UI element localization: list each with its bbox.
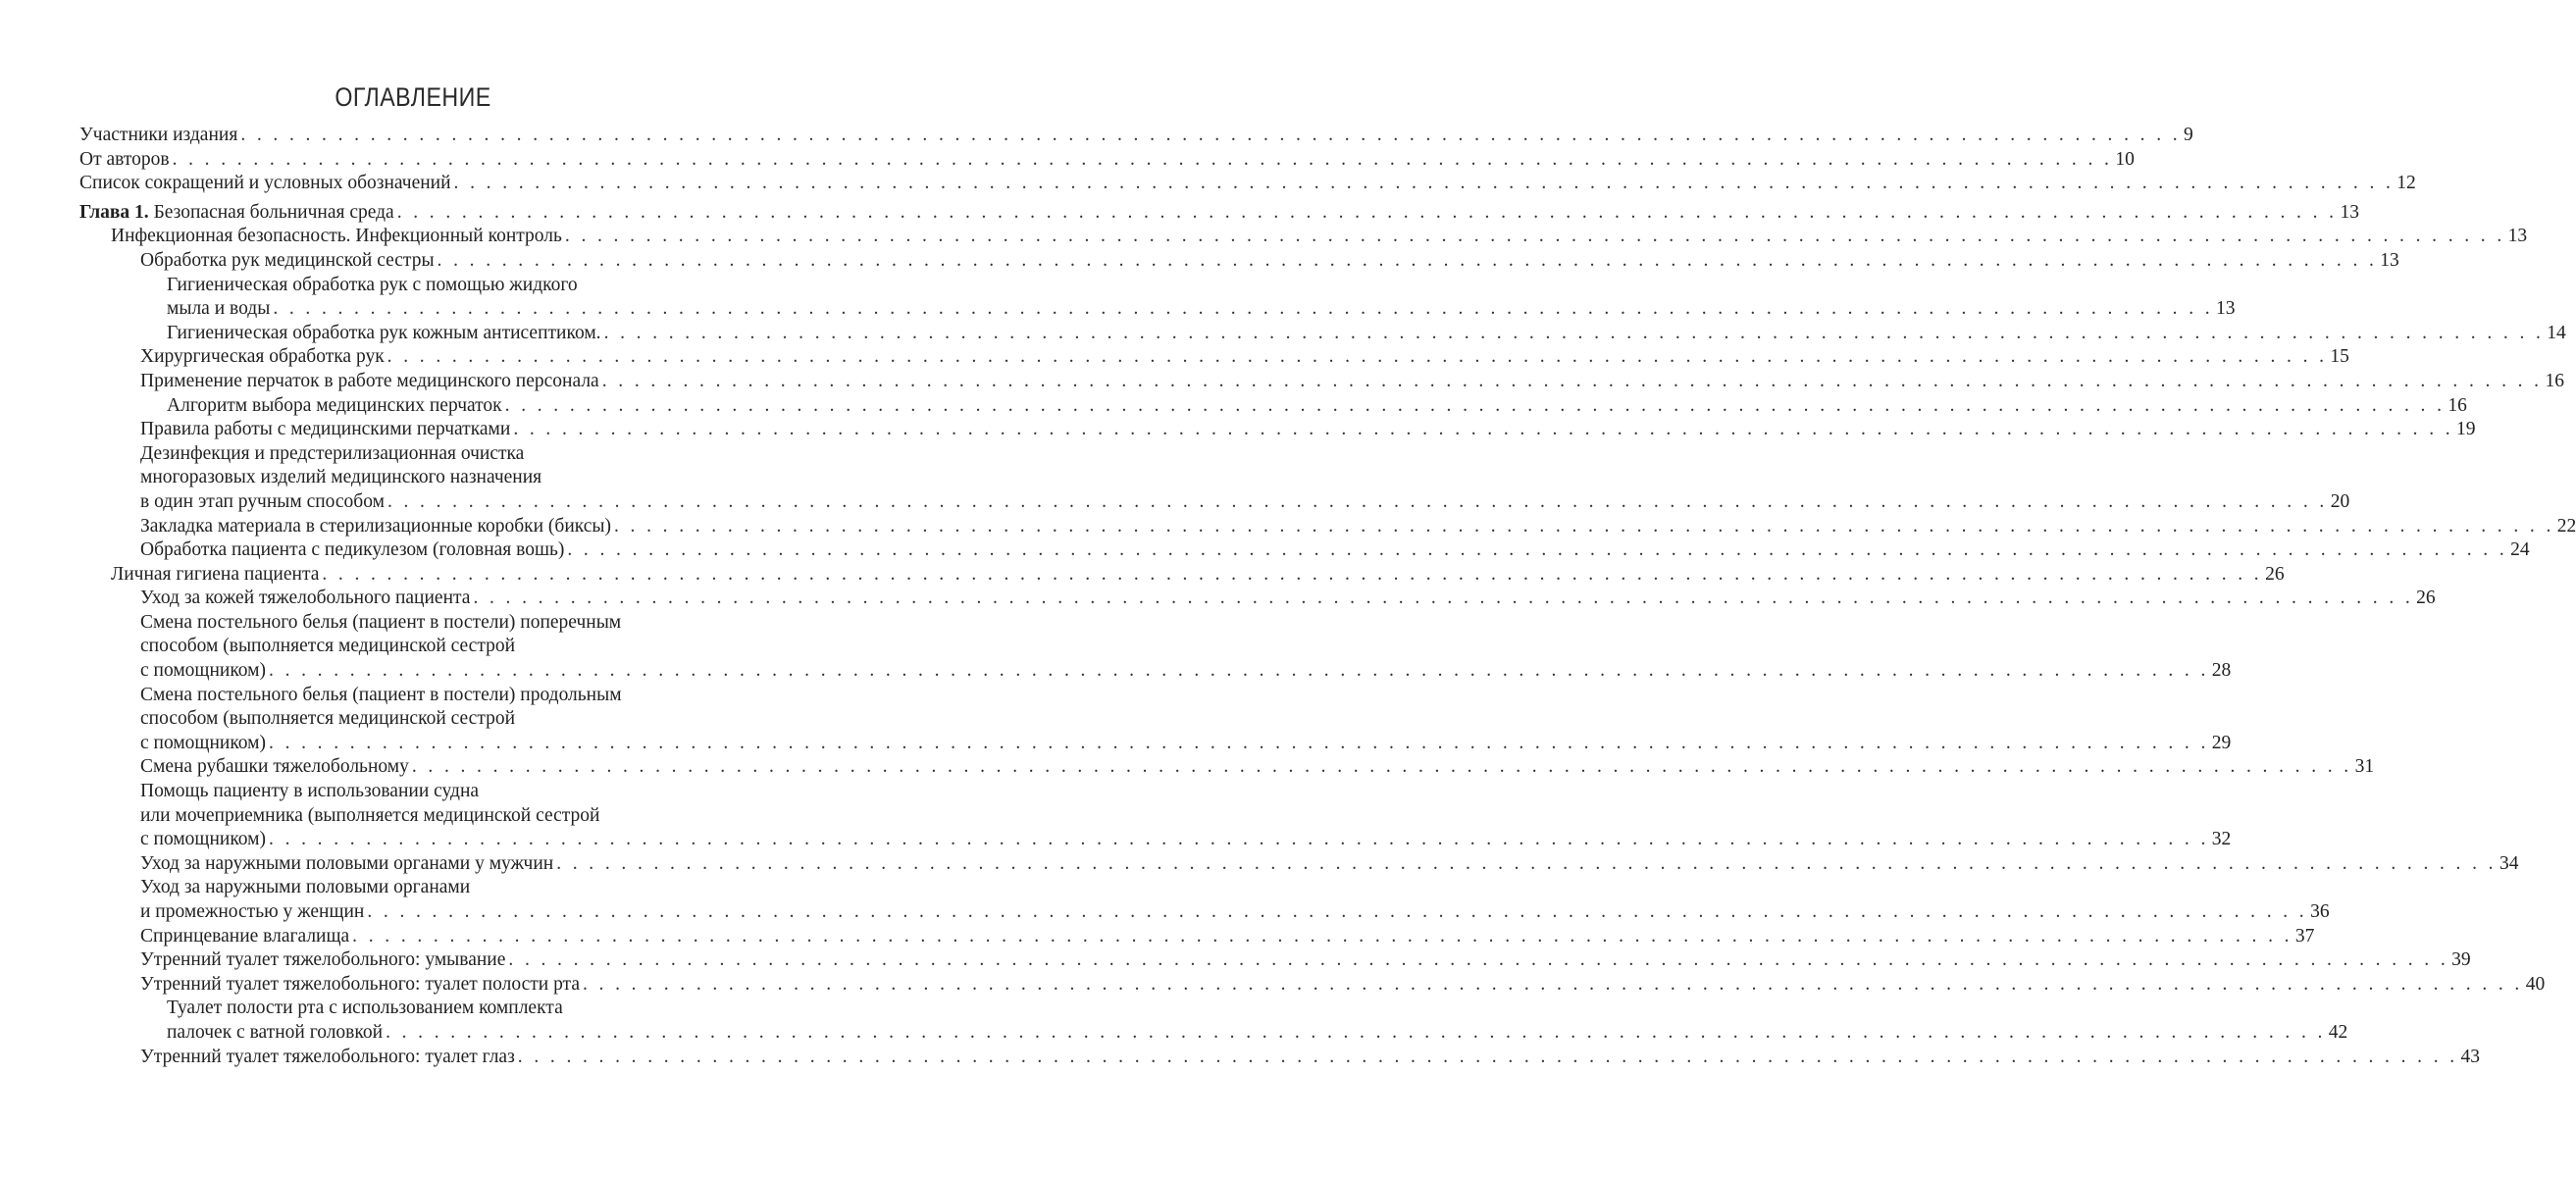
toc-entry-title: [140, 973, 580, 998]
dot-leader: . . . . . . . . . . . . . . . . . . . . . . . . . . . . . . . . . . . . . . . . . . . . . . . . . . . . . . . . . . . . . . . . . . . . . . . . . . . . . . . . . . . . . . . . . . . . . . . . . . . . . . . . . . . . . . . . . . . . . . . .: [386, 490, 2328, 512]
toc-entry-title-line: Гигиеническая обработка рук с помощью жидкого: [167, 274, 578, 295]
dot-leader: . . . . . . . . . . . . . . . . . . . . . . . . . . . . . . . . . . . . . . . . . . . . . . . . . . . . . . . . . . . . . . . . . . . . . . . . . . . . . . . . . . . . . . . . . . . . . . . . . . . . . . . . . . . . . . . . . . . . . . . .: [614, 515, 2554, 537]
page-number: 42: [2328, 1021, 2348, 1043]
toc-entry-title-line: Помощь пациенту в использовании судна: [140, 781, 480, 802]
page-number: 13: [2216, 298, 2236, 320]
dot-leader: . . . . . . . . . . . . . . . . . . . . . . . . . . . . . . . . . . . . . . . . . . . . . . . . . . . . . . . . . . . . . . . . . . . . . . . . . . . . . . . . . . . . . . . . . . . . . . . . . . . . . . . . . . . . . . . . . . . . . . . .: [269, 660, 2209, 682]
toc-entry-text: Утренний туалет тяжелобольного: умывание: [140, 949, 506, 971]
page-number: 29: [2211, 732, 2232, 753]
toc-entry-text: Применение перчаток в работе медицинского персонала: [140, 370, 599, 391]
toc-entry[interactable]: [79, 515, 2576, 539]
toc-entry-text: Хирургическая обработка рук: [140, 346, 385, 368]
dot-leader: . . . . . . . . . . . . . . . . . . . . . . . . . . . . . . . . . . . . . . . . . . . . . . . . . . . . . . . . . . . . . . . . . . . . . . . . . . . . . . . . . . . . . . . . . . . . . . . . . . . . . . . . . . . . . . . . . . . . . . . .: [453, 173, 2395, 194]
toc-entry-title: [79, 148, 170, 173]
toc-entry-title: [140, 345, 385, 370]
page-number: 40: [2525, 973, 2546, 995]
dot-leader: . . . . . . . . . . . . . . . . . . . . . . . . . . . . . . . . . . . . . . . . . . . . . . . . . . . . . . . . . . . . . . . . . . . . . . . . . . . . . . . . . . . . . . . . . . . . . . . . . . . . . . . . . . . . . . . . . . . . . . . .: [240, 125, 2182, 145]
table-of-contents: [79, 124, 2576, 1069]
page-number: 43: [2460, 1046, 2481, 1067]
dot-leader: . . . . . . . . . . . . . . . . . . . . . . . . . . . . . . . . . . . . . . . . . . . . . . . . . . . . . . . . . . . . . . . . . . . . . . . . . . . . . . . . . . . . . . . . . . . . . . . . . . . . . . . . . . . . . . . . . . . . . . . .: [269, 829, 2209, 850]
toc-entry-title-line: Смена постельного белья (пациент в постели) поперечным: [140, 611, 622, 633]
toc-entry[interactable]: [79, 780, 2232, 852]
toc-entry-text: Уход за наружными половыми органами у мужчин: [140, 852, 554, 874]
toc-entry-title-line: многоразовых изделий медицинского назначения: [140, 467, 542, 488]
toc-entry[interactable]: [79, 997, 2348, 1045]
toc-entry[interactable]: [79, 442, 2350, 515]
page-number: 39: [2451, 949, 2471, 971]
toc-entry-text: Утренний туалет тяжелобольного: туалет глаз: [140, 1046, 515, 1067]
dot-leader: . . . . . . . . . . . . . . . . . . . . . . . . . . . . . . . . . . . . . . . . . . . . . . . . . . . . . . . . . . . . . . . . . . . . . . . . . . . . . . . . . . . . . . . . . . . . . . . . . . . . . . . . . . . . . . . . . . . . . . . .: [564, 226, 2505, 247]
toc-entry-title: [140, 249, 435, 274]
page-number: 26: [2265, 563, 2285, 585]
dot-leader: . . . . . . . . . . . . . . . . . . . . . . . . . . . . . . . . . . . . . . . . . . . . . . . . . . . . . . . . . . . . . . . . . . . . . . . . . . . . . . . . . . . . . . . . . . . . . . . . . . . . . . . . . . . . . . . . . . . . . . . .: [513, 419, 2454, 440]
page-number: 13: [2380, 249, 2399, 271]
toc-entry-title: [140, 659, 266, 684]
toc-entry-title-line: способом (выполняется медицинской сестрой: [140, 636, 516, 657]
dot-leader: . . . . . . . . . . . . . . . . . . . . . . . . . . . . . . . . . . . . . . . . . . . . . . . . . . . . . . . . . . . . . . . . . . . . . . . . . . . . . . . . . . . . . . . . . . . . . . . . . . . . . . . . . . . . . . . . . . . . . . . .: [556, 852, 2497, 874]
dot-leader: . . . . . . . . . . . . . . . . . . . . . . . . . . . . . . . . . . . . . . . . . . . . . . . . . . . . . . . . . . . . . . . . . . . . . . . . . . . . . . . . . . . . . . . . . . . . . . . . . . . . . . . . . . . . . . . . . . . . . . . .: [322, 563, 2263, 585]
toc-entry-title: [167, 297, 270, 322]
toc-entry[interactable]: [79, 322, 2566, 346]
toc-entry-text: Обработка пациента с педикулезом (головная вошь): [140, 539, 565, 561]
toc-entry-title: [167, 322, 601, 346]
toc-entry-title: [111, 225, 562, 249]
toc-entry[interactable]: [79, 172, 2416, 196]
toc-entry-text: с помощником): [140, 660, 267, 682]
page-number: 22: [2556, 515, 2576, 537]
toc-entry-text: в один этап ручным способом: [140, 490, 385, 512]
toc-entry-text: с помощником): [140, 829, 267, 850]
toc-entry[interactable]: [79, 201, 2359, 226]
dot-leader: . . . . . . . . . . . . . . . . . . . . . . . . . . . . . . . . . . . . . . . . . . . . . . . . . . . . . . . . . . . . . . . . . . . . . . . . . . . . . . . . . . . . . . . . . . . . . . . . . . . . . . . . . . . . . . . . . . . . . . . .: [508, 949, 2449, 971]
toc-entry[interactable]: [79, 684, 2232, 756]
page-number: 10: [2115, 148, 2135, 170]
dot-leader: . . . . . . . . . . . . . . . . . . . . . . . . . . . . . . . . . . . . . . . . . . . . . . . . . . . . . . . . . . . . . . . . . . . . . . . . . . . . . . . . . . . . . . . . . . . . . . . . . . . . . . . . . . . . . . . . . . . . . . . .: [601, 370, 2543, 391]
page-number: 13: [2340, 201, 2359, 223]
toc-entry-title: [79, 172, 451, 196]
toc-entry-text: Обработка рук медицинской сестры: [140, 249, 435, 271]
toc-entry[interactable]: [79, 345, 2349, 370]
toc-entry-text: Уход за кожей тяжелобольного пациента: [140, 588, 471, 609]
toc-entry-text: Инфекционная безопасность. Инфекционный контроль: [111, 226, 562, 247]
toc-entry[interactable]: [79, 611, 2232, 684]
toc-entry[interactable]: [79, 274, 2236, 322]
toc-entry-title: [140, 755, 409, 780]
toc-entry-title: [140, 515, 611, 539]
toc-entry-text: Утренний туалет тяжелобольного: туалет полости рта: [140, 973, 580, 995]
toc-entry-title-line: Туалет полости рта с использованием комплекта: [167, 998, 563, 1019]
dot-leader: . . . . . . . . . . . . . . . . . . . . . . . . . . . . . . . . . . . . . . . . . . . . . . . . . . . . . . . . . . . . . . . . . . . . . . . . . . . . . . . . . . . . . . . . . . . . . . . . . . . . . . . . . . . . . . . . . . . . . . . .: [437, 249, 2378, 271]
dot-leader: . . . . . . . . . . . . . . . . . . . . . . . . . . . . . . . . . . . . . . . . . . . . . . . . . . . . . . . . . . . . . . . . . . . . . . . . . . . . . . . . . . . . . . . . . . . . . . . . . . . . . . . . . . . . . . . . . . . . . . . .: [386, 346, 2328, 368]
toc-entry-title: [140, 418, 510, 442]
toc-entry-title: [140, 732, 266, 756]
dot-leader: . . . . . . . . . . . . . . . . . . . . . . . . . . . . . . . . . . . . . . . . . . . . . . . . . . . . . . . . . . . . . . . . . . . . . . . . . . . . . . . . . . . . . . . . . . . . . . . . . . . . . . . . . . . . . . . . . . . . . . . .: [172, 148, 2113, 170]
toc-entry-title: [140, 538, 564, 563]
dot-leader: . . . . . . . . . . . . . . . . . . . . . . . . . . . . . . . . . . . . . . . . . . . . . . . . . . . . . . . . . . . . . . . . . . . . . . . . . . . . . . . . . . . . . . . . . . . . . . . . . . . . . . . . . . . . . . . . . . . . . . . .: [386, 1021, 2326, 1043]
toc-entry[interactable]: [79, 1046, 2481, 1070]
toc-entry[interactable]: [79, 249, 2399, 274]
page-number: 9: [2184, 125, 2193, 145]
page-number: 13: [2507, 226, 2528, 247]
toc-entry[interactable]: [79, 225, 2528, 249]
toc-entry-text: Спринцевание влагалища: [140, 925, 350, 947]
toc-entry-text: От авторов: [79, 148, 170, 170]
page-number: 34: [2499, 852, 2519, 874]
page-title: ОГЛАВЛЕНИЕ: [335, 82, 491, 112]
toc-entry[interactable]: [79, 124, 2193, 148]
toc-entry[interactable]: [79, 925, 2315, 949]
chapter-label: Глава 1.: [79, 201, 149, 223]
toc-entry-title: [140, 925, 349, 949]
page-number: 19: [2456, 419, 2476, 440]
toc-entry-text: и промежностью у женщин: [140, 901, 365, 922]
toc-entry-title: [79, 201, 394, 226]
toc-entry-title-line: или мочеприемника (выполняется медицинской сестрой: [140, 804, 600, 826]
toc-entry[interactable]: [79, 973, 2546, 998]
toc-entry-text: Алгоритм выбора медицинских перчаток: [167, 394, 502, 416]
page-number: 16: [2447, 394, 2467, 416]
toc-entry[interactable]: [79, 755, 2375, 780]
dot-leader: . . . . . . . . . . . . . . . . . . . . . . . . . . . . . . . . . . . . . . . . . . . . . . . . . . . . . . . . . . . . . . . . . . . . . . . . . . . . . . . . . . . . . . . . . . . . . . . . . . . . . . . . . . . . . . . . . . . . . . . .: [269, 732, 2209, 753]
page-number: 31: [2354, 756, 2375, 778]
page-number: 14: [2547, 322, 2566, 343]
page-number: 28: [2211, 660, 2232, 682]
toc-entry-title: [111, 563, 319, 588]
toc-entry-text: Правила работы с медицинскими перчатками: [140, 419, 511, 440]
toc-entry-text: Участники издания: [79, 125, 238, 145]
dot-leader: . . . . . . . . . . . . . . . . . . . . . . . . . . . . . . . . . . . . . . . . . . . . . . . . . . . . . . . . . . . . . . . . . . . . . . . . . . . . . . . . . . . . . . . . . . . . . . . . . . . . . . . . . . . . . . . . . . . . . . . .: [582, 973, 2523, 995]
toc-entry[interactable]: [79, 418, 2476, 442]
page-number: 37: [2294, 925, 2315, 947]
page-number: 16: [2545, 370, 2564, 391]
toc-entry-text: Смена рубашки тяжелобольному: [140, 756, 409, 778]
toc-entry[interactable]: [79, 563, 2285, 588]
toc-entry[interactable]: [79, 148, 2135, 173]
toc-entry[interactable]: [79, 852, 2519, 877]
toc-entry-title-line: Смена постельного белья (пациент в постели) продольным: [140, 684, 622, 705]
dot-leader: . . . . . . . . . . . . . . . . . . . . . . . . . . . . . . . . . . . . . . . . . . . . . . . . . . . . . . . . . . . . . . . . . . . . . . . . . . . . . . . . . . . . . . . . . . . . . . . . . . . . . . . . . . . . . . . . . . . . . . . .: [504, 394, 2446, 416]
toc-entry[interactable]: [79, 948, 2471, 973]
toc-entry-title: [140, 587, 470, 611]
dot-leader: . . . . . . . . . . . . . . . . . . . . . . . . . . . . . . . . . . . . . . . . . . . . . . . . . . . . . . . . . . . . . . . . . . . . . . . . . . . . . . . . . . . . . . . . . . . . . . . . . . . . . . . . . . . . . . . . . . . . . . . .: [473, 588, 2414, 609]
page-number: 32: [2211, 829, 2232, 850]
toc-entry-title: [140, 490, 385, 515]
toc-entry[interactable]: [79, 538, 2530, 563]
page-number: 24: [2510, 539, 2530, 561]
toc-entry[interactable]: [79, 876, 2330, 924]
toc-entry[interactable]: [79, 394, 2467, 419]
dot-leader: . . . . . . . . . . . . . . . . . . . . . . . . . . . . . . . . . . . . . . . . . . . . . . . . . . . . . . . . . . . . . . . . . . . . . . . . . . . . . . . . . . . . . . . . . . . . . . . . . . . . . . . . . . . . . . . . . . . . . . . .: [367, 901, 2308, 922]
toc-entry-title: [167, 1021, 383, 1046]
page-number: 36: [2310, 901, 2330, 922]
page-number: 20: [2330, 490, 2350, 512]
page-number: 26: [2416, 588, 2436, 609]
dot-leader: . . . . . . . . . . . . . . . . . . . . . . . . . . . . . . . . . . . . . . . . . . . . . . . . . . . . . . . . . . . . . . . . . . . . . . . . . . . . . . . . . . . . . . . . . . . . . . . . . . . . . . . . . . . . . . . . . . . . . . . .: [396, 201, 2338, 223]
toc-entry-text: Закладка материала в стерилизационные коробки (биксы): [140, 515, 611, 537]
dot-leader: . . . . . . . . . . . . . . . . . . . . . . . . . . . . . . . . . . . . . . . . . . . . . . . . . . . . . . . . . . . . . . . . . . . . . . . . . . . . . . . . . . . . . . . . . . . . . . . . . . . . . . . . . . . . . . . . . . . . . . . .: [567, 539, 2508, 561]
toc-entry-title: [140, 852, 553, 877]
toc-entry-title: [167, 394, 502, 419]
toc-entry-title: [140, 1046, 515, 1070]
page-number: 12: [2396, 173, 2416, 194]
toc-entry-text: Гигиеническая обработка рук кожным антисептиком.: [167, 322, 601, 343]
toc-entry-title: [140, 900, 364, 925]
toc-entry-text: Список сокращений и условных обозначений: [79, 173, 451, 194]
toc-entry-title: [140, 948, 505, 973]
toc-entry-title: [140, 828, 266, 852]
toc-entry-text: Безопасная больничная среда: [153, 201, 394, 223]
dot-leader: . . . . . . . . . . . . . . . . . . . . . . . . . . . . . . . . . . . . . . . . . . . . . . . . . . . . . . . . . . . . . . . . . . . . . . . . . . . . . . . . . . . . . . . . . . . . . . . . . . . . . . . . . . . . . . . . . . . . . . . .: [411, 756, 2352, 778]
dot-leader: . . . . . . . . . . . . . . . . . . . . . . . . . . . . . . . . . . . . . . . . . . . . . . . . . . . . . . . . . . . . . . . . . . . . . . . . . . . . . . . . . . . . . . . . . . . . . . . . . . . . . . . . . . . . . . . . . . . . . . . .: [352, 925, 2293, 947]
dot-leader: . . . . . . . . . . . . . . . . . . . . . . . . . . . . . . . . . . . . . . . . . . . . . . . . . . . . . . . . . . . . . . . . . . . . . . . . . . . . . . . . . . . . . . . . . . . . . . . . . . . . . . . . . . . . . . . . . . . . . . . .: [273, 298, 2214, 320]
toc-entry[interactable]: [79, 587, 2436, 611]
toc-entry-title: [140, 370, 599, 394]
dot-leader: . . . . . . . . . . . . . . . . . . . . . . . . . . . . . . . . . . . . . . . . . . . . . . . . . . . . . . . . . . . . . . . . . . . . . . . . . . . . . . . . . . . . . . . . . . . . . . . . . . . . . . . . . . . . . . . . . . . . . . . .: [603, 322, 2545, 343]
toc-entry-text: Личная гигиена пациента: [111, 563, 320, 585]
page-number: 15: [2330, 346, 2349, 368]
toc-entry-text: с помощником): [140, 732, 267, 753]
toc-entry-title-line: Дезинфекция и предстерилизационная очистка: [140, 442, 525, 464]
toc-entry-title-line: Уход за наружными половыми органами: [140, 877, 471, 898]
toc-entry-title-line: способом (выполняется медицинской сестрой: [140, 708, 516, 730]
toc-entry-title: [79, 124, 237, 148]
toc-entry[interactable]: [79, 370, 2564, 394]
toc-entry-text: палочек с ватной головкой: [167, 1021, 384, 1043]
toc-entry-text: мыла и воды: [167, 298, 271, 320]
dot-leader: . . . . . . . . . . . . . . . . . . . . . . . . . . . . . . . . . . . . . . . . . . . . . . . . . . . . . . . . . . . . . . . . . . . . . . . . . . . . . . . . . . . . . . . . . . . . . . . . . . . . . . . . . . . . . . . . . . . . . . . .: [517, 1046, 2458, 1067]
